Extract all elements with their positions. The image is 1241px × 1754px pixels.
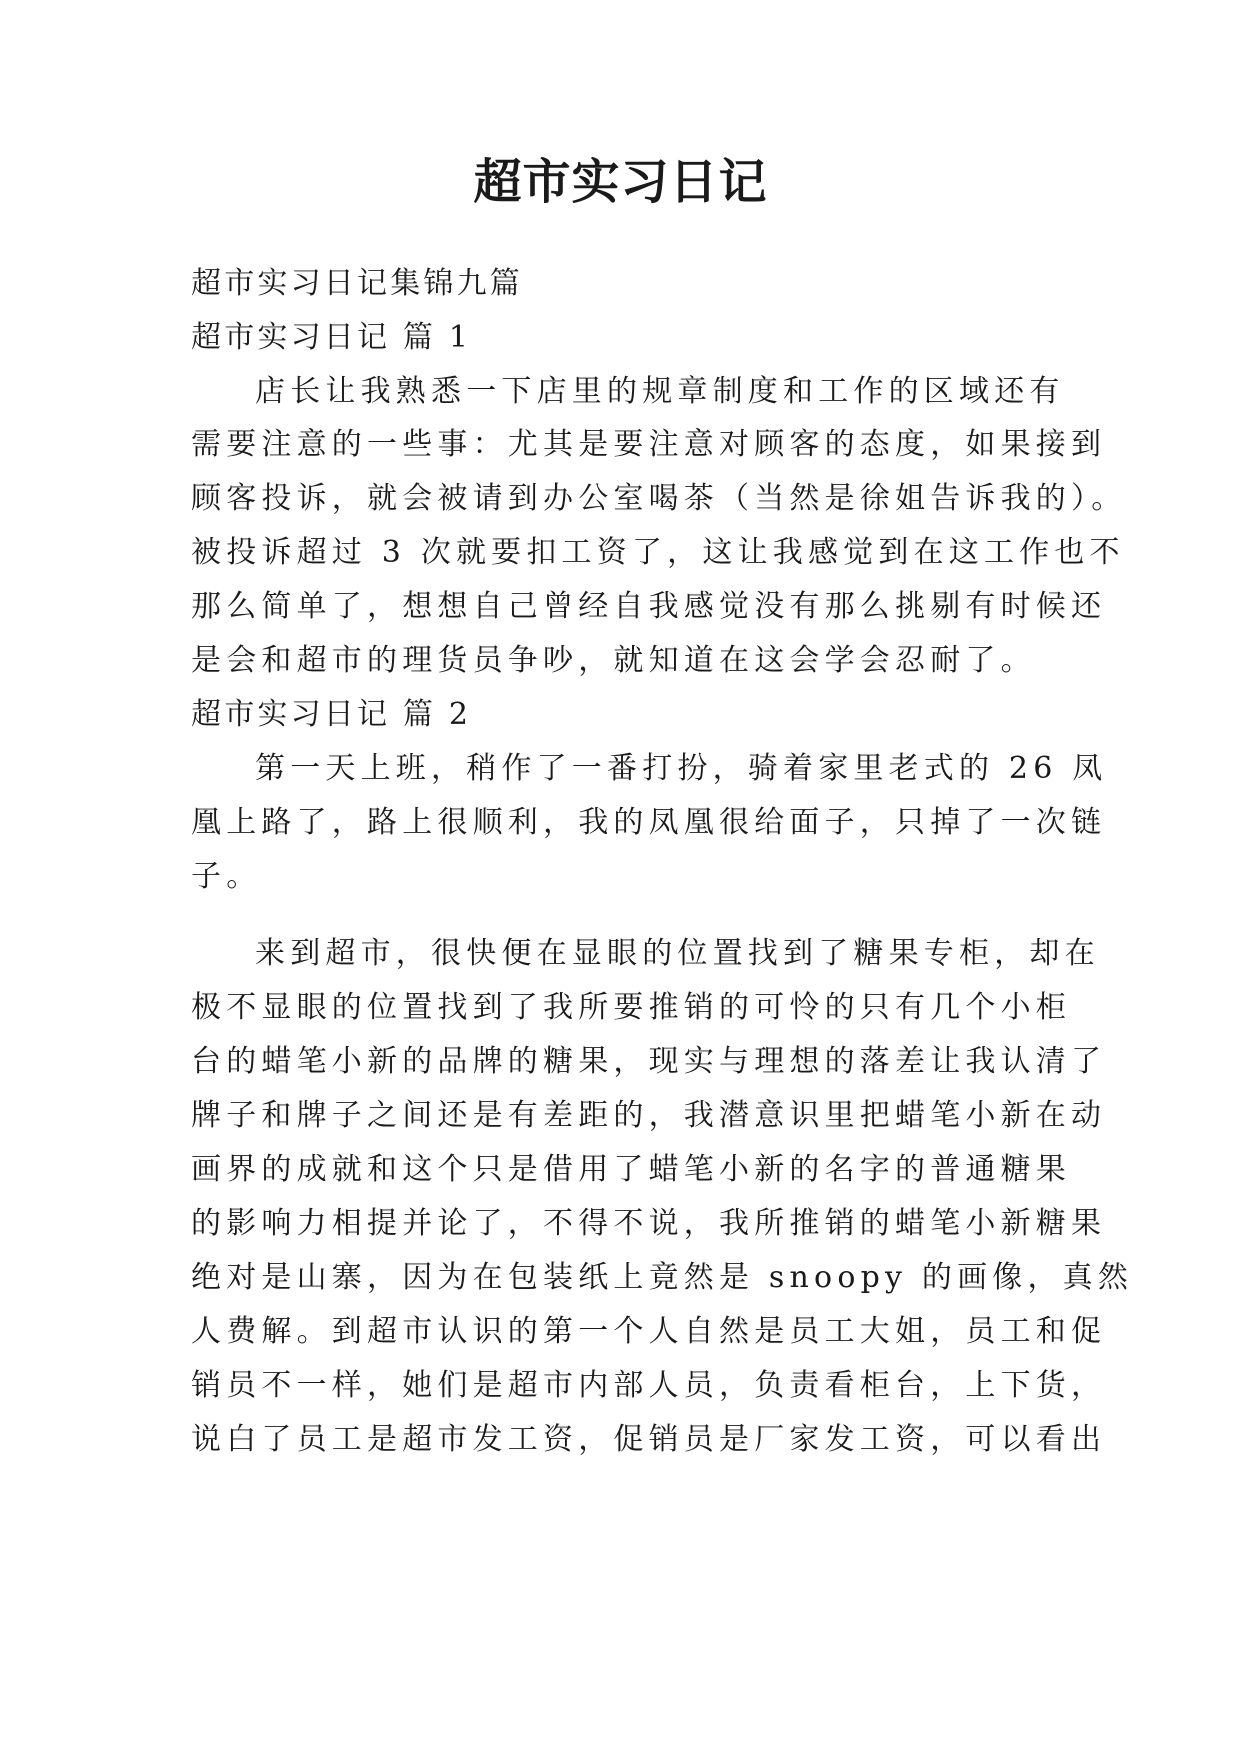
paragraph-line: 顾客投诉，就会被请到办公室喝茶（当然是徐姐告诉我的）。 xyxy=(191,481,1127,516)
paragraph-line: 来到超市，很快便在显眼的位置找到了糖果专柜，却在 xyxy=(255,936,1100,971)
paragraph-line: 被投诉超过 3 次就要扣工资了，这让我感觉到在这工作也不 xyxy=(191,535,1125,570)
paragraph-line: 说白了员工是超市发工资，促销员是厂家发工资，可以看出 xyxy=(191,1422,1107,1457)
paragraph-line: 那么简单了，想想自己曾经自我感觉没有那么挑剔有时候还 xyxy=(191,589,1107,624)
document-title: 超市实习日记 xyxy=(473,154,768,210)
paragraph-line: 凰上路了，路上很顺利，我的凤凰很给面子，只掉了一次链 xyxy=(191,805,1107,840)
paragraph-line: 绝对是山寨，因为在包装纸上竟然是 snoopy 的画像，真然 xyxy=(191,1260,1134,1295)
paragraph-line: 人费解。到超市认识的第一个人自然是员工大姐，员工和促 xyxy=(191,1314,1107,1349)
paragraph-line: 是会和超市的理货员争吵，就知道在这会学会忍耐了。 xyxy=(191,643,1036,678)
paragraph-line: 极不显眼的位置找到了我所要推销的可怜的只有几个小柜 xyxy=(191,990,1071,1025)
paragraph-line: 店长让我熟悉一下店里的规章制度和工作的区域还有 xyxy=(255,374,1065,409)
paragraph-line: 牌子和牌子之间还是有差距的，我潜意识里把蜡笔小新在动 xyxy=(191,1098,1107,1133)
document-subtitle: 超市实习日记集锦九篇 xyxy=(191,266,523,301)
paragraph-line: 需要注意的一些事：尤其是要注意对顾客的态度，如果接到 xyxy=(191,427,1107,462)
paragraph-line: 子。 xyxy=(191,859,262,894)
paragraph-line: 画界的成就和这个只是借用了蜡笔小新的名字的普通糖果 xyxy=(191,1152,1071,1187)
paragraph-line: 第一天上班，稍作了一番打扮，骑着家里老式的 26 凤 xyxy=(255,751,1108,786)
section-heading-2: 超市实习日记 篇 2 xyxy=(191,697,472,732)
paragraph-line: 销员不一样，她们是超市内部人员，负责看柜台，上下货， xyxy=(191,1368,1107,1403)
paragraph-line: 台的蜡笔小新的品牌的糖果，现实与理想的落差让我认清了 xyxy=(191,1044,1107,1079)
section-heading-1: 超市实习日记 篇 1 xyxy=(191,320,472,355)
paragraph-line: 的影响力相提并论了，不得不说，我所推销的蜡笔小新糖果 xyxy=(191,1206,1107,1241)
